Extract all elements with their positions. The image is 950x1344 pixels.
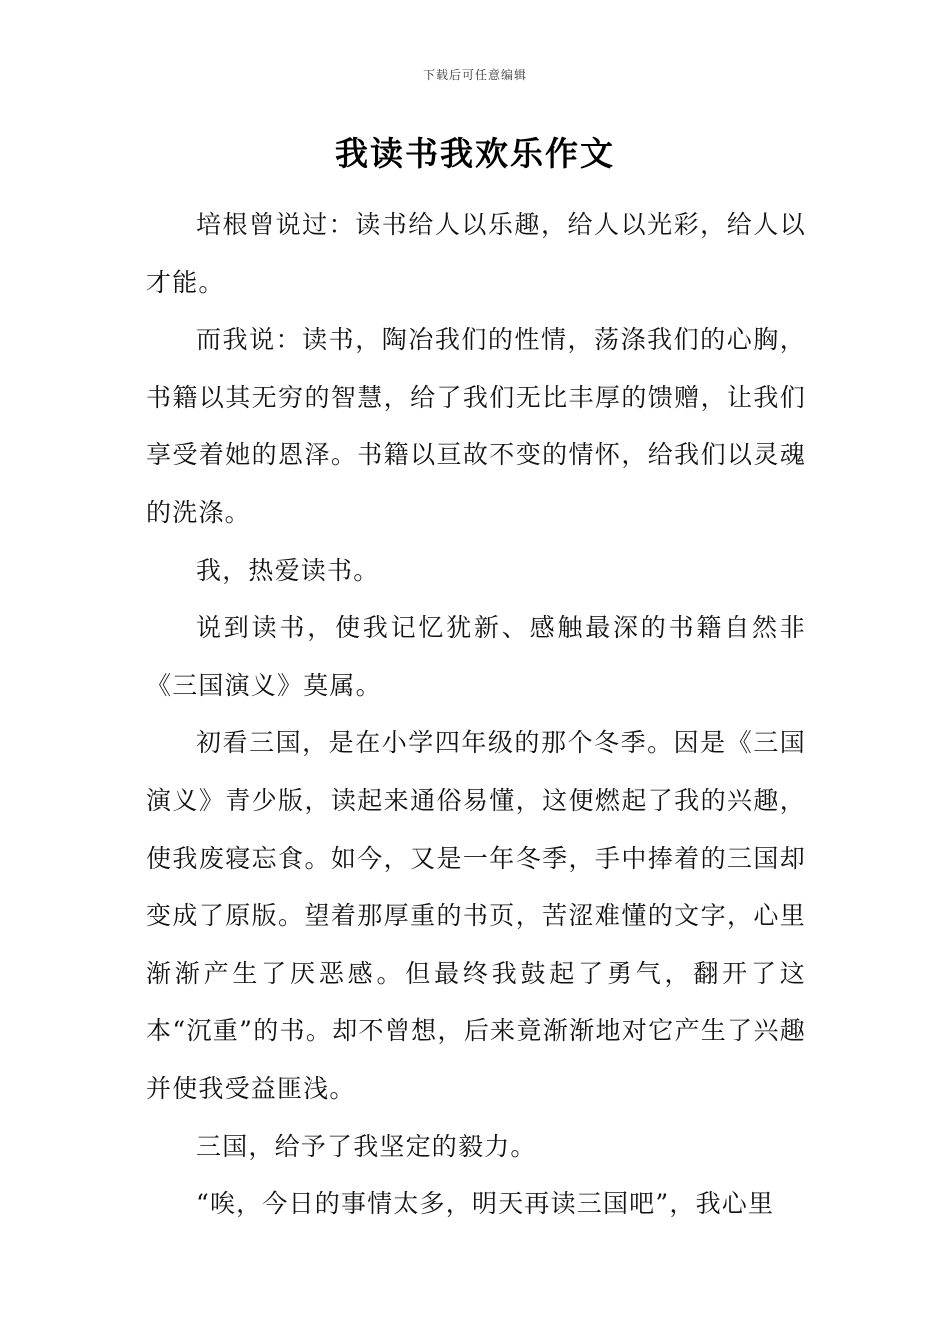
paragraph: 说到读书，使我记忆犹新、感触最深的书籍自然非《三国演义》莫属。: [146, 613, 806, 700]
document-title: 我读书我欢乐作文: [335, 134, 615, 173]
paragraph: 三国，给予了我坚定的毅力。: [196, 1131, 537, 1161]
paragraph: “唉，今日的事情太多，明天再读三国吧”，我心里: [196, 1189, 775, 1219]
document-body: [146, 196, 806, 1233]
paragraph: 培根曾说过：读书给人以乐趣，给人以光彩，给人以才能。: [146, 210, 806, 297]
paragraph: 我，热爱读书。: [196, 555, 380, 585]
header-note: 下载后可任意编辑: [422, 68, 527, 82]
paragraph: 而我说：读书，陶冶我们的性情，荡涤我们的心胸，书籍以其无穷的智慧，给了我们无比丰厚的馈赠，让我们享受着她的恩泽。书籍以亘故不变的情怀，给我们以灵魂的洗涤。: [146, 325, 806, 527]
paragraph: 初看三国，是在小学四年级的那个冬季。因是《三国演义》青少版，读起来通俗易懂，这便燃起了我的兴趣，使我废寝忘食。如今，又是一年冬季，手中捧着的三国却变成了原版。望着那厚重的书页，苦涩难懂的文字，心里渐渐产生了厌恶感。但最终我鼓起了勇气，翻开了这本“沉重”的书。却不曾想，后来竟渐渐地对它产生了兴趣并使我受益匪浅。: [146, 728, 806, 1103]
